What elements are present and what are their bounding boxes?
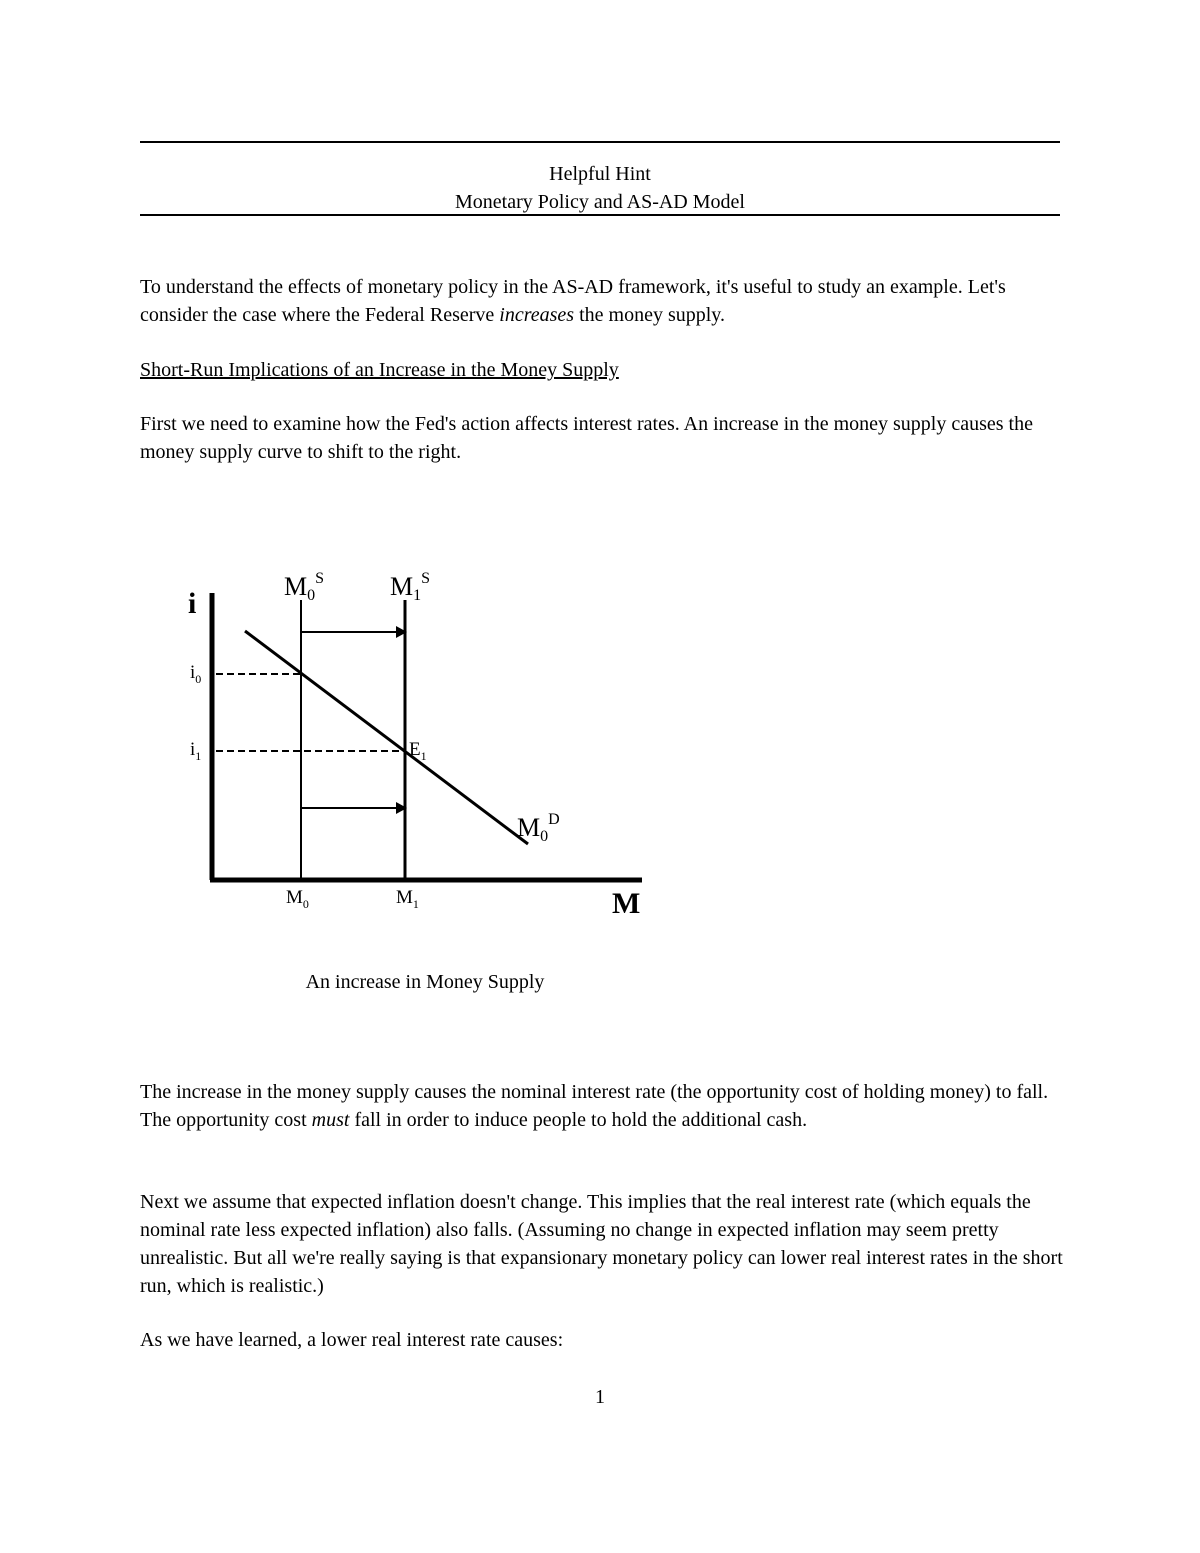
x-axis-label: M (612, 887, 641, 920)
para3-emphasis: must (311, 1109, 350, 1131)
demand-label: $M0^D$ (517, 811, 560, 845)
header-top-rule (140, 141, 1060, 143)
page-number: 1 (595, 1386, 605, 1408)
paragraph-rate-fall: The increase in the money supply causes the nominal interest rate (the opportunity cost of holding money) to fall. The opportunity cost must fall in order to induce people to hold the additional cash. (140, 1081, 1049, 1131)
header (140, 160, 1060, 216)
page-title: Helpful Hint (549, 163, 651, 185)
y-axis-label: i (188, 587, 197, 620)
money-market-diagram (160, 555, 680, 935)
intro-paragraph: To understand the effects of monetary policy in the AS-AD framework, it's useful to study an example. Let's consider the case where the Federal Reserve increases the money supply. (140, 276, 1006, 326)
paragraph-fed-action: First we need to examine how the Fed's action affects interest rates. An increase in the money supply causes the money supply curve to shift to the right. (140, 413, 1033, 463)
section-heading: Short-Run Implications of an Increase in the Money Supply (140, 359, 619, 381)
paragraph-lower-rate: As we have learned, a lower real interest rate causes: (140, 1329, 564, 1351)
page-subtitle: Monetary Policy and AS-AD Model (455, 191, 745, 213)
supply1-label: $M1^S$ (390, 570, 431, 604)
rate0-label: $i_0$ (190, 662, 202, 686)
money-demand-curve (245, 631, 528, 844)
equilibrium-label: $E_1$ (409, 739, 427, 763)
qty0-label: $M_0$ (286, 887, 309, 911)
paragraph-expected-inflation: Next we assume that expected inflation doesn't change. This implies that the real interest rate (which equals the nominal rate less expected inflation) also falls. (Assuming no change in expected inflation may seem pretty unrealistic. But all we're really saying is that expansionary monetary policy can lower real interest rates in the short run, which is realistic.) (140, 1191, 1063, 1297)
supply0-label: $M0^S$ (284, 570, 325, 604)
intro-emphasis: increases (499, 304, 575, 326)
rate1-label: $i_1$ (190, 739, 202, 763)
qty1-label: $M_1$ (396, 887, 419, 911)
header-bottom-rule (140, 214, 1060, 216)
diagram-caption: An increase in Money Supply (305, 971, 545, 993)
